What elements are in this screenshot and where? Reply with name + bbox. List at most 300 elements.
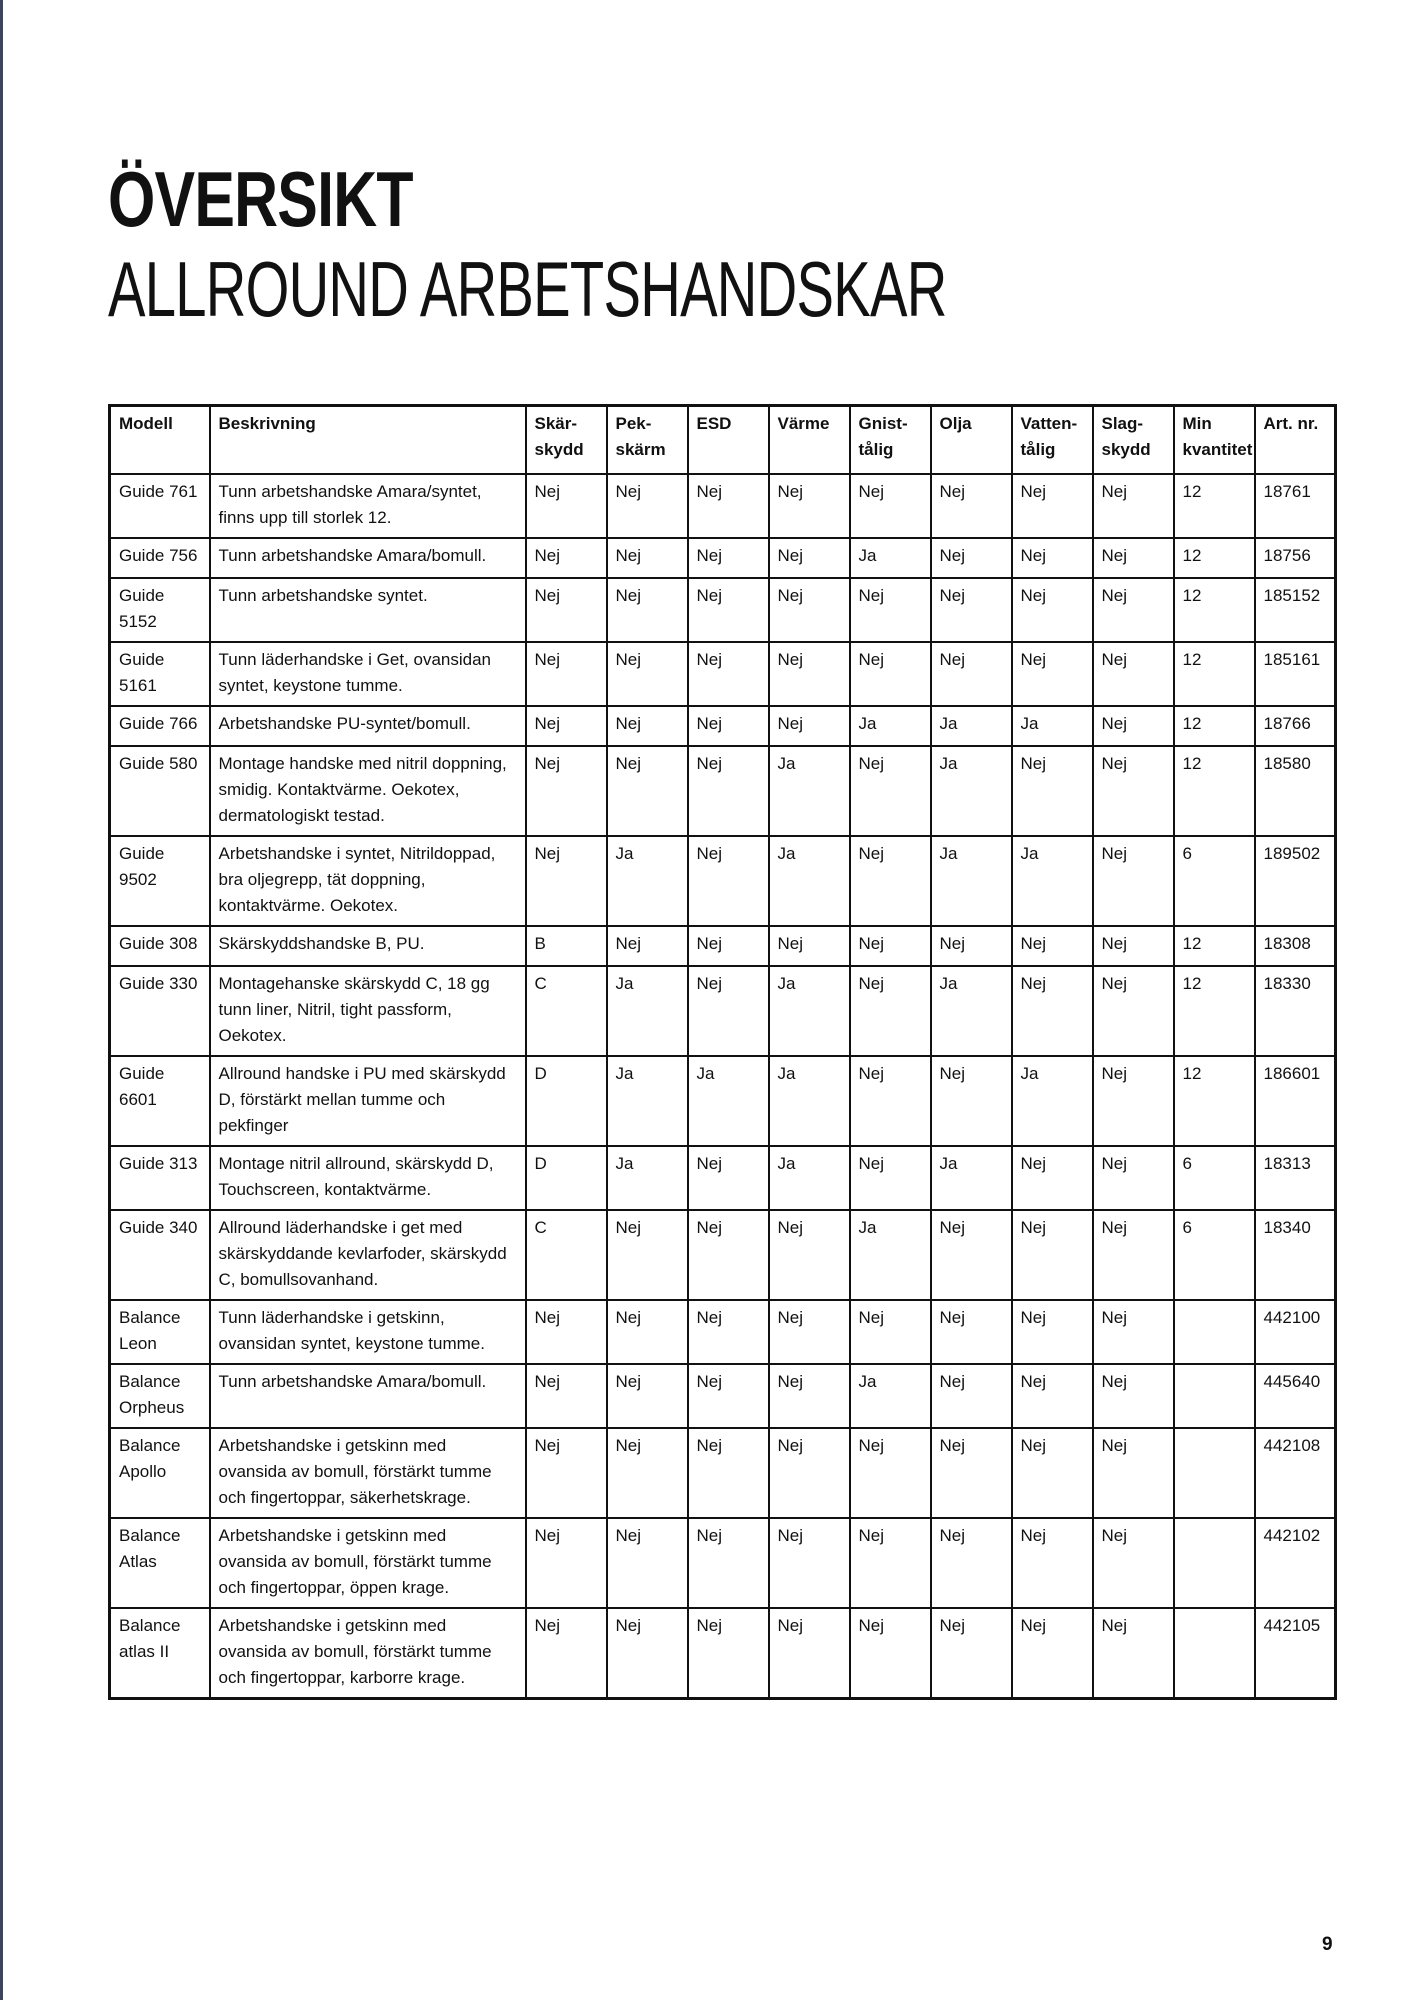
table-cell [931,578,1012,642]
table-cell [210,474,526,538]
cell-value: Nej [1020,1154,1047,1173]
table-cell [931,538,1012,578]
table-cell [526,966,607,1056]
table-cell [1255,706,1336,746]
model-name: Guide 308 [119,934,198,953]
cell-value: 18340 [1263,1218,1311,1237]
table-cell [526,1518,607,1608]
cell-value: Nej [1020,1308,1047,1327]
model-name: Balance Atlas [119,1526,181,1571]
table-cell [607,1056,688,1146]
cell-value: Nej [858,1436,885,1455]
table-cell [1012,836,1093,926]
table-row [110,706,1336,746]
table-cell [607,1428,688,1518]
table-cell [1255,1364,1336,1428]
table-cell [1093,1146,1174,1210]
table-cell [688,1428,769,1518]
table-cell [1012,1146,1093,1210]
table-cell [1012,1300,1093,1364]
cell-value: Nej [1101,714,1128,733]
table-cell [210,926,526,966]
cell-value: Nej [615,650,642,669]
table-cell [850,1518,931,1608]
table-cell [850,578,931,642]
table-cell [210,1146,526,1210]
table-cell [1255,1300,1336,1364]
table-cell [110,1428,210,1518]
table-cell [769,1608,850,1699]
cell-value: 442105 [1263,1616,1321,1635]
table-cell [110,1300,210,1364]
column-header-label: Beskrivning [218,414,316,433]
table-row [110,1608,1336,1699]
table-cell [931,1428,1012,1518]
table-cell [1093,746,1174,836]
table-cell [526,706,607,746]
overview-table [108,404,1337,1700]
column-header [1174,406,1255,475]
table-cell [769,1300,850,1364]
table-cell [769,746,850,836]
cell-value: Nej [696,1436,723,1455]
description-text: Montagehanske skärskydd C, 18 gg tunn liner, Nitril, tight passform, Oekotex. [218,974,490,1045]
cell-value: Nej [534,1616,561,1635]
cell-value: Nej [696,934,723,953]
cell-value: Nej [696,974,723,993]
cell-value: Nej [1101,586,1128,605]
table-row [110,966,1336,1056]
description-text: Arbetshandske i getskinn med ovansida av bomull, förstärkt tumme och fingertoppar, karborre krage. [218,1616,492,1687]
cell-value: Nej [1101,1064,1128,1083]
table-cell [526,1364,607,1428]
table-cell [769,1056,850,1146]
cell-value: Nej [858,754,885,773]
cell-value: Nej [696,1154,723,1173]
cell-value: D [534,1154,547,1173]
cell-value: Nej [858,1308,885,1327]
table-cell [1174,1518,1255,1608]
table-cell [1012,1364,1093,1428]
column-header [110,406,210,475]
cell-value: Ja [939,754,958,773]
model-name: Guide 5161 [119,650,165,695]
table-cell [1255,1608,1336,1699]
table-cell [850,706,931,746]
cell-value: Nej [696,844,723,863]
cell-value: Nej [1101,934,1128,953]
cell-value: Ja [777,1154,796,1173]
table-cell [210,746,526,836]
table-cell [688,746,769,836]
cell-value: 12 [1182,1064,1202,1083]
model-name: Guide 9502 [119,844,165,889]
table-row [110,746,1336,836]
table-cell [931,836,1012,926]
cell-value: Nej [1101,1218,1128,1237]
table-cell [1174,538,1255,578]
model-name: Balance atlas II [119,1616,181,1661]
table-cell [210,578,526,642]
table-cell [688,642,769,706]
table-cell [850,836,931,926]
table-cell [110,538,210,578]
column-header [688,406,769,475]
table-cell [931,746,1012,836]
table-cell [526,642,607,706]
table-cell [1093,1518,1174,1608]
table-cell [931,1300,1012,1364]
column-header [931,406,1012,475]
table-cell [1255,1518,1336,1608]
table-cell [931,926,1012,966]
table-row [110,538,1336,578]
table-cell [850,1056,931,1146]
cell-value: Nej [858,482,885,501]
column-header-label: Slag- skydd [1101,414,1151,459]
model-name: Balance Orpheus [119,1372,185,1417]
table-cell [1012,1428,1093,1518]
cell-value: Ja [777,754,796,773]
table-cell [688,1364,769,1428]
cell-value: Nej [1101,650,1128,669]
cell-value: Nej [777,1526,804,1545]
column-header-label: Olja [939,414,972,433]
cell-value: 185152 [1263,586,1321,605]
cell-value: Nej [939,1308,966,1327]
cell-value: Nej [858,934,885,953]
cell-value: D [534,1064,547,1083]
cell-value: Nej [1020,482,1047,501]
table-cell [1174,578,1255,642]
cell-value: Nej [615,1616,642,1635]
table-cell [769,1364,850,1428]
table-cell [931,1364,1012,1428]
cell-value: Nej [939,650,966,669]
table-cell [688,474,769,538]
cell-value: Nej [777,1436,804,1455]
cell-value: Ja [858,546,877,565]
cell-value: Nej [1020,754,1047,773]
table-cell [850,1364,931,1428]
cell-value: Nej [777,586,804,605]
table-cell [607,1364,688,1428]
table-header-row [110,406,1336,475]
cell-value: 18580 [1263,754,1311,773]
table-cell [688,706,769,746]
table-cell [1255,1210,1336,1300]
table-cell [850,966,931,1056]
cell-value: Nej [534,482,561,501]
cell-value: Nej [858,1064,885,1083]
table-cell [526,1210,607,1300]
table-cell [688,966,769,1056]
cell-value: 12 [1182,754,1202,773]
table-cell [688,538,769,578]
cell-value: Nej [615,586,642,605]
cell-value: Nej [1020,650,1047,669]
table-cell [850,1300,931,1364]
cell-value: 12 [1182,974,1202,993]
description-text: Tunn arbetshandske Amara/bomull. [218,1372,487,1391]
cell-value: Nej [1101,1372,1128,1391]
table-cell [850,1210,931,1300]
column-header-label: Modell [119,414,173,433]
table-cell [526,578,607,642]
cell-value: Nej [1101,1308,1128,1327]
table-row [110,1210,1336,1300]
table-cell [210,836,526,926]
table-cell [1255,926,1336,966]
cell-value: Nej [615,714,642,733]
column-header [1093,406,1174,475]
table-cell [1255,538,1336,578]
table-cell [688,926,769,966]
model-name: Guide 766 [119,714,198,733]
table-cell [1012,966,1093,1056]
cell-value: Nej [939,482,966,501]
cell-value: Nej [615,1436,642,1455]
cell-value: 442108 [1263,1436,1321,1455]
column-header [526,406,607,475]
table-cell [1093,642,1174,706]
table-cell [1174,1056,1255,1146]
cell-value: Nej [615,934,642,953]
page-number: 9 [1322,1934,1333,1955]
table-cell [850,746,931,836]
table-cell [526,836,607,926]
table-cell [526,1608,607,1699]
table-row [110,1518,1336,1608]
cell-value: 6 [1182,1154,1192,1173]
cell-value: Ja [615,1154,634,1173]
cell-value: 18308 [1263,934,1311,953]
description-text: Montage nitril allround, skärskydd D, Touchscreen, kontaktvärme. [218,1154,494,1199]
cell-value: Nej [939,586,966,605]
table-cell [769,538,850,578]
cell-value: Nej [777,934,804,953]
model-name: Guide 580 [119,754,198,773]
model-name: Guide 761 [119,482,198,501]
model-name: Guide 340 [119,1218,198,1237]
cell-value: 12 [1182,482,1202,501]
table-cell [110,1210,210,1300]
table-cell [1093,578,1174,642]
table-cell [850,474,931,538]
cell-value: Nej [939,546,966,565]
cell-value: Nej [1101,974,1128,993]
column-header-label: Art. nr. [1263,414,1319,433]
table-cell [688,1300,769,1364]
table-row [110,1146,1336,1210]
cell-value: Nej [534,546,561,565]
cell-value: Ja [777,1064,796,1083]
cell-value: Nej [939,1526,966,1545]
table-cell [1174,1428,1255,1518]
description-text: Skärskyddshandske B, PU. [218,934,425,953]
cell-value: Ja [939,714,958,733]
table-cell [1174,746,1255,836]
cell-value: B [534,934,546,953]
cell-value: Ja [858,1218,877,1237]
cell-value: Nej [1020,1436,1047,1455]
table-cell [850,538,931,578]
table-cell [526,1056,607,1146]
cell-value: Ja [615,974,634,993]
cell-value: Nej [696,1526,723,1545]
table-cell [210,642,526,706]
table-cell [607,1518,688,1608]
table-cell [1255,642,1336,706]
cell-value: Nej [777,1308,804,1327]
cell-value: Nej [1020,1218,1047,1237]
table-cell [688,1608,769,1699]
cell-value: Nej [939,1218,966,1237]
table-cell [931,1056,1012,1146]
cell-value: Nej [1020,1372,1047,1391]
cell-value: 189502 [1263,844,1321,863]
cell-value: Nej [1020,934,1047,953]
table-cell [110,966,210,1056]
table-cell [769,836,850,926]
table-cell [607,642,688,706]
cell-value: Nej [696,546,723,565]
table-cell [1012,538,1093,578]
table-cell [210,538,526,578]
table-cell [931,1608,1012,1699]
cell-value: Nej [615,1218,642,1237]
table-cell [1174,1608,1255,1699]
cell-value: Nej [696,1372,723,1391]
page-title: ÖVERSIKT [108,155,413,243]
cell-value: Nej [615,1372,642,1391]
table-row [110,1300,1336,1364]
table-cell [210,706,526,746]
table-cell [1093,1428,1174,1518]
table-cell [1012,1608,1093,1699]
cell-value: Nej [534,844,561,863]
table-cell [1255,474,1336,538]
table-cell [210,1428,526,1518]
cell-value: Nej [696,1218,723,1237]
cell-value: Ja [1020,844,1039,863]
cell-value: Nej [534,1436,561,1455]
table-cell [526,538,607,578]
table-cell [1255,578,1336,642]
table-cell [1012,1210,1093,1300]
table-cell [1174,1300,1255,1364]
column-header-label: ESD [696,414,732,433]
cell-value: Nej [939,1616,966,1635]
table-cell [1012,1056,1093,1146]
table-cell [769,474,850,538]
column-header-label: Pek- skärm [615,414,666,459]
table-cell [110,642,210,706]
cell-value: Nej [615,1526,642,1545]
column-header [607,406,688,475]
table-cell [1174,966,1255,1056]
cell-value: 18330 [1263,974,1311,993]
table-cell [769,926,850,966]
cell-value: Ja [939,1154,958,1173]
table-cell [769,1210,850,1300]
table-cell [1174,642,1255,706]
table-cell [1093,474,1174,538]
cell-value: Nej [1101,482,1128,501]
table-cell [931,1210,1012,1300]
table-cell [1174,926,1255,966]
table-cell [850,1146,931,1210]
table-cell [769,1146,850,1210]
table-cell [110,578,210,642]
table-cell [210,1518,526,1608]
cell-value: Nej [696,754,723,773]
cell-value: Nej [534,714,561,733]
cell-value: Nej [777,650,804,669]
table-cell [1012,926,1093,966]
table-cell [1255,836,1336,926]
cell-value: Ja [615,844,634,863]
table-cell [1255,966,1336,1056]
description-text: Allround handske i PU med skärskydd D, förstärkt mellan tumme och pekfinger [218,1064,506,1135]
cell-value: Nej [534,1372,561,1391]
cell-value: Nej [1020,974,1047,993]
table-cell [210,1210,526,1300]
table-cell [607,926,688,966]
description-text: Arbetshandske i getskinn med ovansida av bomull, förstärkt tumme och fingertoppar, öppen krage. [218,1526,492,1597]
cell-value: Nej [696,1308,723,1327]
table-cell [210,1608,526,1699]
table-cell [110,1146,210,1210]
description-text: Arbetshandske i syntet, Nitrildoppad, bra oljegrepp, tät doppning, kontaktvärme. Oekotex. [218,844,496,915]
table-row [110,642,1336,706]
table-cell [607,538,688,578]
table-cell [850,642,931,706]
cell-value: Nej [858,844,885,863]
table-cell [1093,1300,1174,1364]
table-cell [110,1364,210,1428]
cell-value: 18766 [1263,714,1311,733]
table-cell [1012,706,1093,746]
cell-value: Nej [777,546,804,565]
cell-value: 6 [1182,844,1192,863]
table-cell [526,1428,607,1518]
table-cell [688,578,769,642]
table-cell [688,1056,769,1146]
table-row [110,836,1336,926]
cell-value: Nej [534,1526,561,1545]
table-cell [526,1300,607,1364]
table-cell [1255,1428,1336,1518]
page-subtitle: ALLROUND ARBETSHANDSKAR [108,245,947,333]
cell-value: Nej [858,1616,885,1635]
cell-value: Nej [615,546,642,565]
description-text: Allround läderhandske i get med skärskyddande kevlarfoder, skärskydd C, bomullsovanhand. [218,1218,507,1289]
cell-value: Nej [858,974,885,993]
cell-value: Ja [858,1372,877,1391]
cell-value: Nej [1101,546,1128,565]
cell-value: Nej [939,1372,966,1391]
cell-value: 442102 [1263,1526,1321,1545]
table-row [110,1428,1336,1518]
cell-value: Nej [696,482,723,501]
table-cell [688,1210,769,1300]
table-cell [110,1056,210,1146]
cell-value: 12 [1182,714,1202,733]
table-cell [769,642,850,706]
cell-value: 445640 [1263,1372,1321,1391]
cell-value: Ja [615,1064,634,1083]
